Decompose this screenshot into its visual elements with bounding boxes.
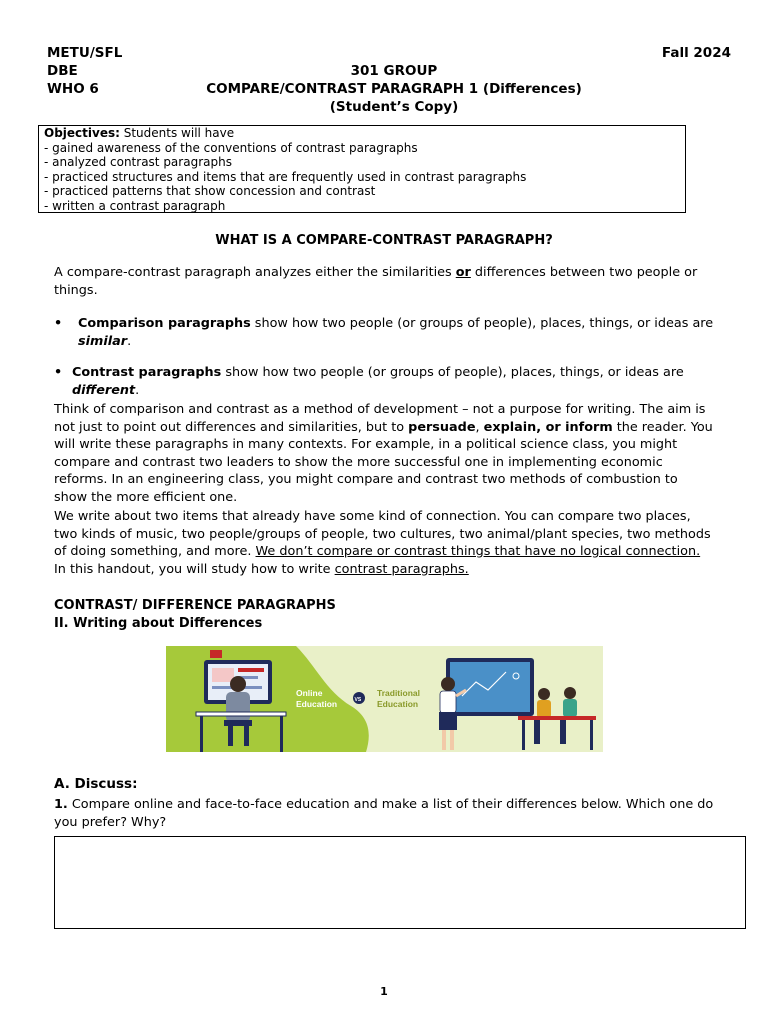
bullet-dot: • xyxy=(54,316,63,331)
para1-text-2: the reader. You will write these paragraphs in many contexts. For example, in a political science class, you might compare and contrast two leaders to show the more successful one in implementing economic reforms. In an engineering class, you might compare and contrast two methods of combustion to show the more efficient one. xyxy=(54,419,713,505)
para1-inform: inform xyxy=(565,419,613,435)
online-vs-traditional-banner xyxy=(166,646,603,752)
header-left-line: METU/SFL xyxy=(47,45,123,61)
objective-item: - practiced structures and items that are frequently used in contrast paragraphs xyxy=(44,169,527,184)
bullet-bold: Comparison paragraphs xyxy=(78,316,251,331)
student-traditional xyxy=(563,699,577,717)
question-text: Compare online and face-to-face education and make a list of their differences below. Which one do you prefer? Why? xyxy=(54,797,714,830)
para1-explain: explain, xyxy=(483,419,542,435)
para2-text: We write about two items that already have some kind of connection. You can compare two places, two kinds of music, two people/groups of people, two cultures, two animal/plant species, two methods of doing something, and more. xyxy=(54,509,711,559)
bullet-end: . xyxy=(135,382,140,398)
bullet-end: . xyxy=(127,333,132,349)
bullet-comparison xyxy=(54,315,718,350)
para1-sep: or xyxy=(541,419,566,435)
section-title: WHAT IS A COMPARE-CONTRAST PARAGRAPH? xyxy=(215,233,553,248)
header-group: 301 GROUP xyxy=(350,63,438,79)
student-traditional xyxy=(537,700,551,718)
para1-text: Think of comparison and contrast as a method of development – not a purpose for writing. The aim is not just to point out differences and similarities, but to xyxy=(54,402,706,435)
para1-persuade: persuade xyxy=(408,419,476,435)
objective-item: - gained awareness of the conventions of contrast paragraphs xyxy=(44,140,418,155)
teacher-figure xyxy=(440,691,456,713)
objectives-box xyxy=(38,125,686,213)
banner-online-1: Online xyxy=(296,688,323,698)
banner-illustration xyxy=(166,646,603,752)
para2-underline-2: contrast paragraphs. xyxy=(334,561,469,577)
para2-text-2: In this handout, you will study how to write xyxy=(54,561,335,577)
question-number: 1. xyxy=(54,797,68,812)
intro-or: or xyxy=(455,265,471,280)
discuss-question xyxy=(54,796,724,831)
header-left-line: DBE xyxy=(47,63,78,79)
section2-line2: II. Writing about Differences xyxy=(54,616,263,631)
objectives-intro xyxy=(44,126,680,141)
discuss-title: A. Discuss: xyxy=(54,776,138,792)
banner-vs: VS xyxy=(354,697,362,703)
bullet-bold: Contrast paragraphs xyxy=(72,365,222,380)
banner-online-2: Education xyxy=(296,699,338,709)
paragraph-connection xyxy=(54,508,714,578)
student-online xyxy=(226,692,250,722)
bullet-contrast xyxy=(54,364,712,399)
header-left-line: WHO 6 xyxy=(47,81,99,97)
header-copy: (Student’s Copy) xyxy=(329,99,459,115)
objectives-label: Objectives: xyxy=(44,126,120,140)
section2-heading xyxy=(54,597,336,633)
intro-paragraph xyxy=(54,264,714,299)
bullet-emph: similar xyxy=(78,333,128,349)
paragraph-method xyxy=(54,401,714,506)
page-number: 1 xyxy=(380,985,388,998)
para2-underline-1: We don’t compare or contrast things that have no logical connection. xyxy=(255,544,701,559)
bullet-text: show how two people (or groups of people), places, things, or ideas are xyxy=(221,365,684,380)
header-title: COMPARE/CONTRAST PARAGRAPH 1 (Differences) xyxy=(206,81,582,97)
header-date: Fall 2024 xyxy=(661,45,731,61)
banner-traditional-2: Education xyxy=(377,699,419,709)
intro-text-1: A compare-contrast paragraph analyzes either the similarities xyxy=(54,265,456,280)
banner-traditional-1: Traditional xyxy=(377,688,420,698)
youtube-icon xyxy=(210,650,222,658)
objectives-intro-text: Students will have xyxy=(119,126,235,140)
intro-text-2: differences between two people or things. xyxy=(54,265,698,298)
para1-sep: , xyxy=(475,419,484,435)
header-center xyxy=(0,62,768,116)
answer-box[interactable] xyxy=(54,836,746,929)
objective-item: - written a contrast paragraph xyxy=(44,198,226,213)
bullet-dot: • xyxy=(54,365,63,380)
bullet-text: show how two people (or groups of people), places, things, or ideas are xyxy=(250,316,714,331)
objective-item: - practiced patterns that show concession and contrast xyxy=(44,184,376,199)
section2-line1: CONTRAST/ DIFFERENCE PARAGRAPHS xyxy=(54,598,336,613)
bullet-emph: different xyxy=(72,382,136,398)
objective-item: - analyzed contrast paragraphs xyxy=(44,155,232,170)
